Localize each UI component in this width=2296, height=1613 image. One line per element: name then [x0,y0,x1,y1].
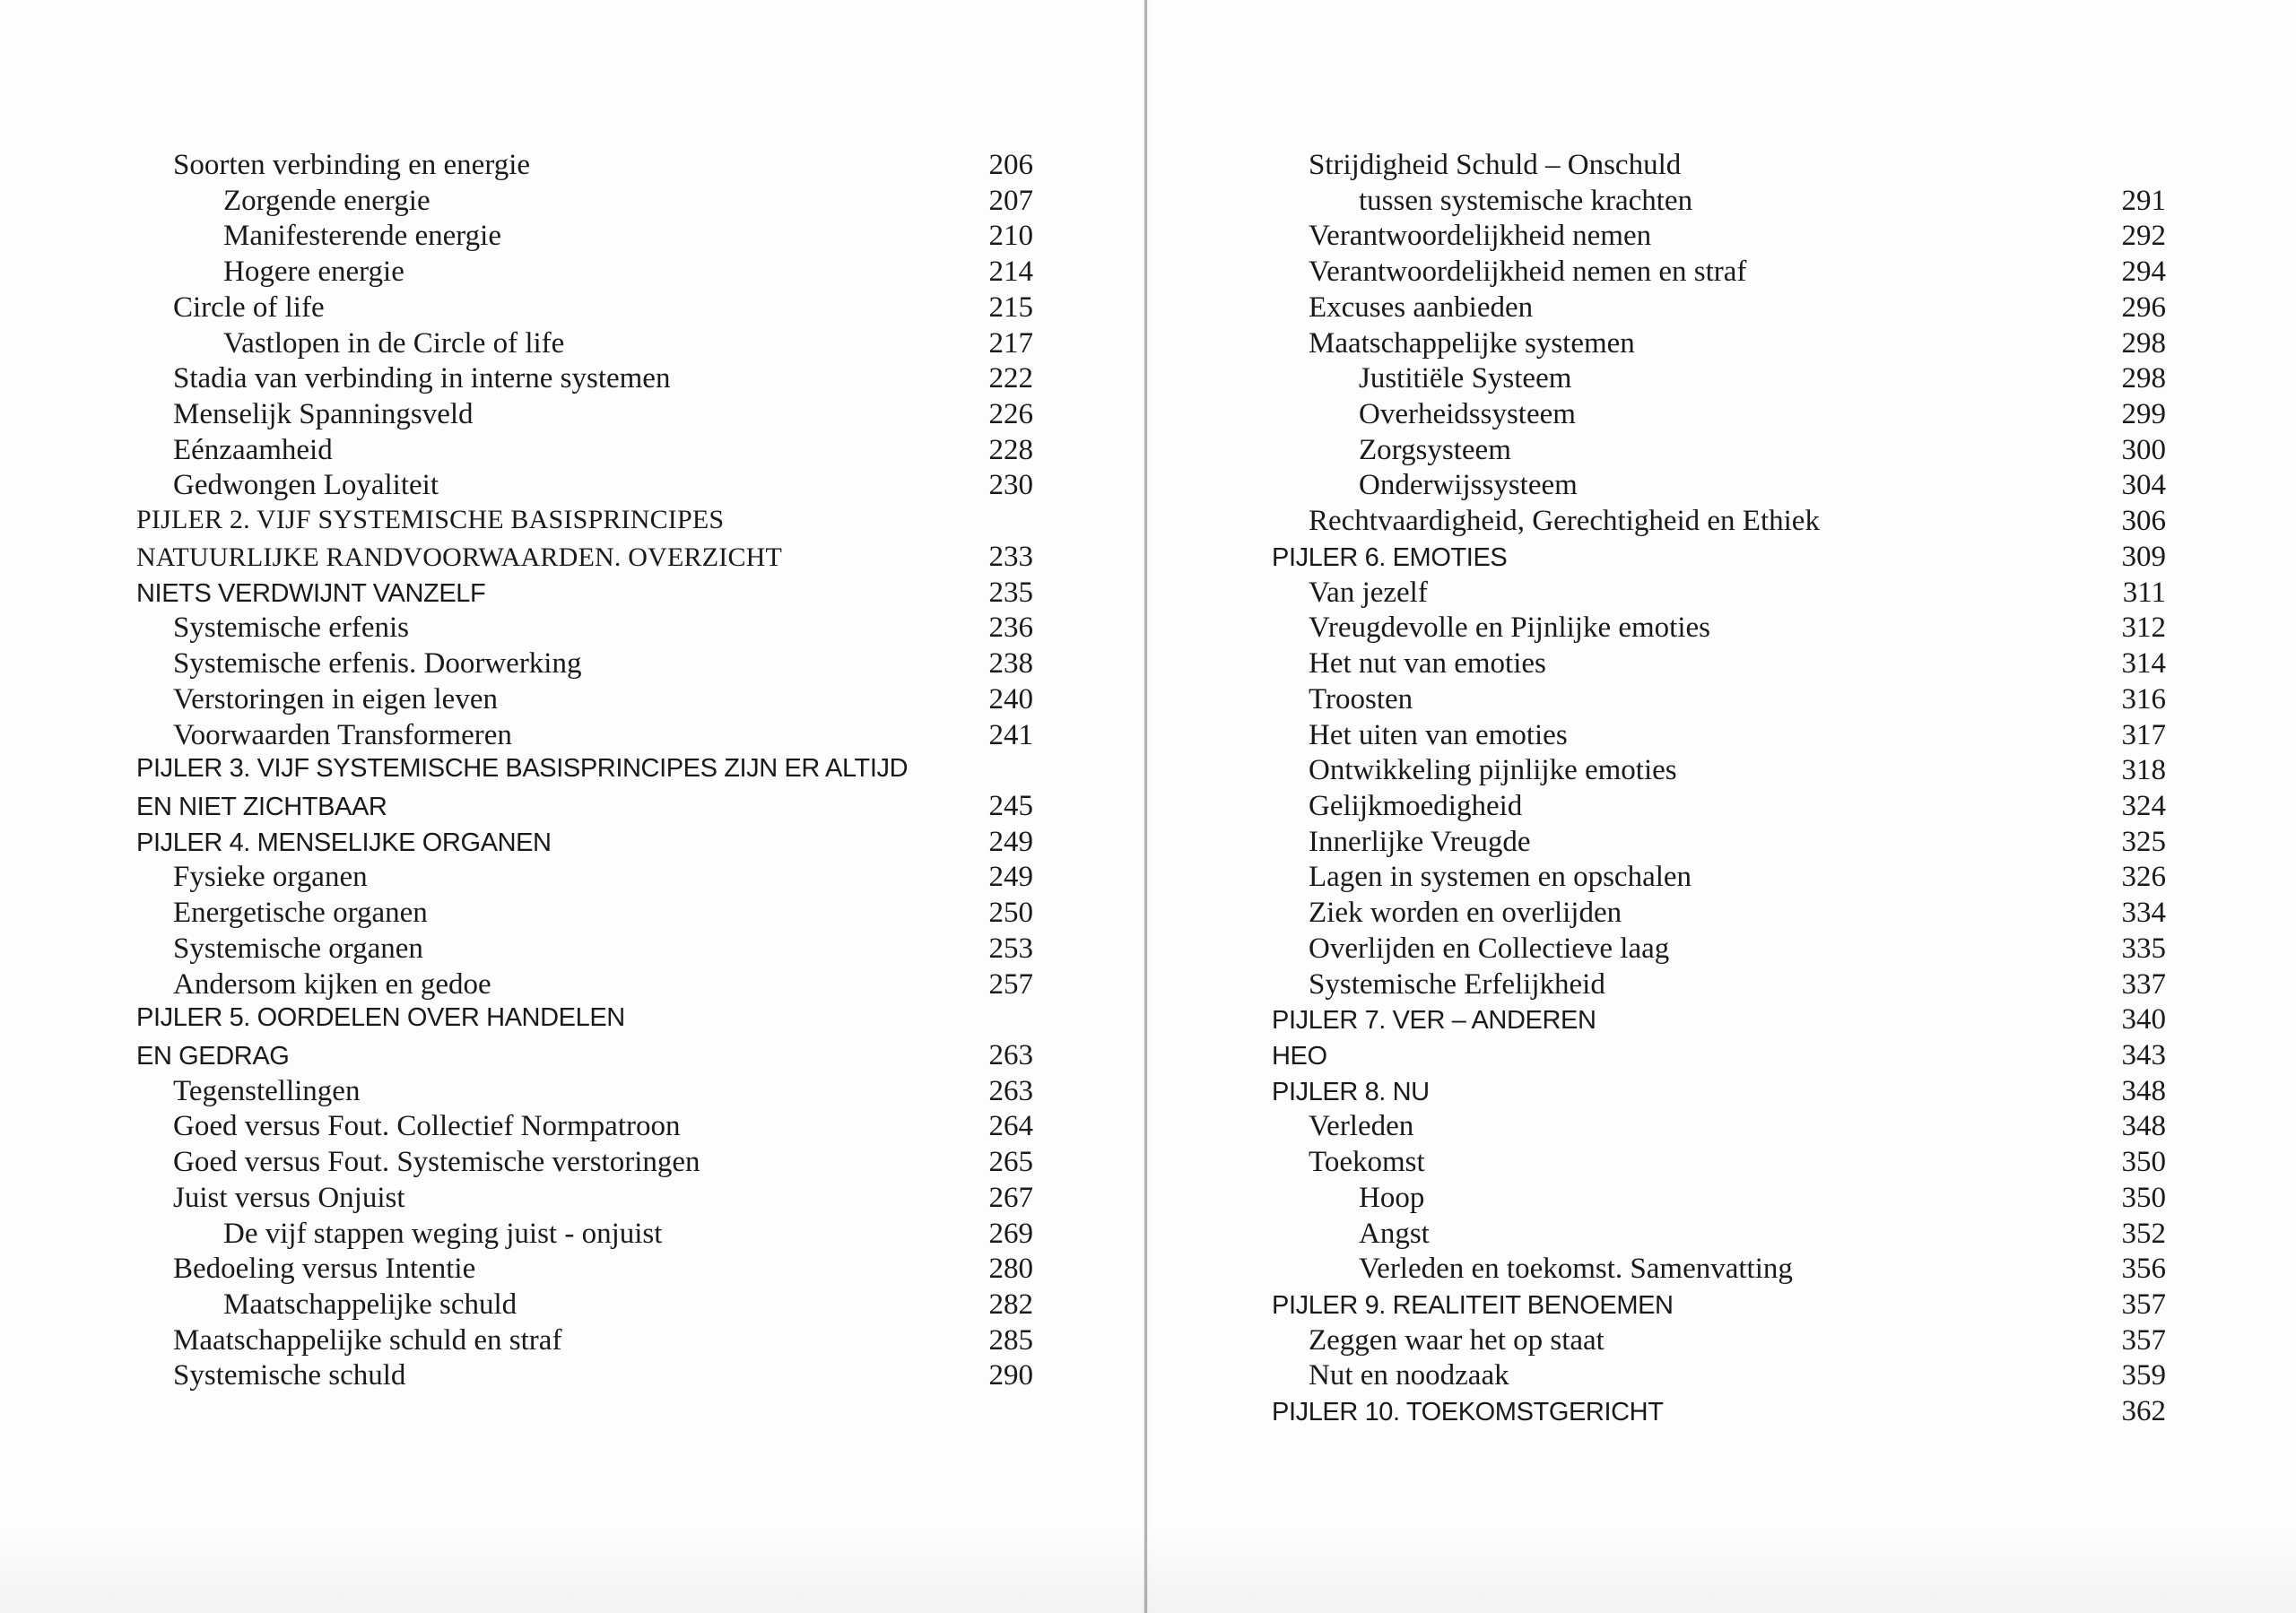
toc-entry-page-number: 267 [988,1181,1033,1214]
toc-row [136,826,1033,862]
toc-entry-page-number: 269 [988,1217,1033,1250]
toc-entry-label: PIJLER 5. OORDELEN OVER HANDELEN [136,1003,625,1033]
toc-entry-page-number: 285 [988,1323,1033,1357]
toc-entry-label: NIETS VERDWIJNT VANZELF [136,578,486,608]
toc-entry-label: PIJLER 3. VIJF SYSTEMISCHE BASISPRINCIPES ZIJN ER ALTIJD [136,754,909,784]
toc-row [1272,1395,2166,1431]
toc-row [1272,719,2166,755]
toc-entry-page-number: 350 [2121,1181,2166,1214]
toc-left-page [136,149,1033,1395]
toc-entry-page-number: 356 [2121,1253,2166,1286]
toc-row [136,291,1033,327]
toc-entry-page-number: 210 [988,220,1033,253]
toc-entry-page-number: 296 [2121,291,2166,324]
toc-entry-page-number: 265 [988,1146,1033,1179]
toc-entry-page-number: 235 [988,576,1033,609]
toc-row [1272,932,2166,968]
toc-row [1272,1039,2166,1075]
toc-entry-label: Menselijk Spanningsveld [173,398,474,431]
toc-row [1272,185,2166,221]
toc-entry-label: Toekomst [1309,1146,1425,1179]
toc-entry-label: Strijdigheid Schuld – Onschuld [1309,149,1682,181]
toc-row [1272,577,2166,612]
toc-entry-page-number: 334 [2121,897,2166,930]
toc-entry-page-number: 359 [2121,1359,2166,1392]
toc-entry-page-number: 264 [988,1110,1033,1143]
toc-entry-label: Verstoringen in eigen leven [173,682,498,715]
toc-entry-page-number: 337 [2121,967,2166,1001]
toc-entry-label: Systemische schuld [173,1359,406,1392]
toc-row [136,647,1033,683]
toc-entry-page-number: 348 [2121,1074,2166,1107]
toc-entry-page-number: 324 [2121,789,2166,822]
toc-entry-label: Systemische erfenis [173,611,410,645]
toc-entry-page-number: 217 [988,326,1033,360]
toc-row [136,1359,1033,1395]
toc-entry-page-number: 292 [2121,220,2166,253]
toc-entry-page-number: 335 [2121,932,2166,965]
toc-entry-page-number: 206 [988,149,1033,181]
toc-entry-label: EN NIET ZICHTBAAR [136,792,387,821]
toc-row [136,1039,1033,1075]
toc-row [1272,647,2166,683]
toc-entry-label: Vreugdevolle en Pijnlijke emoties [1309,611,1710,645]
toc-row [1272,541,2166,577]
toc-entry-label: Nut en noodzaak [1309,1359,1509,1392]
toc-entry-page-number: 250 [988,897,1033,930]
toc-row [136,1003,1033,1039]
toc-entry-label: Juist versus Onjuist [173,1181,405,1214]
toc-row [136,327,1033,363]
toc-row [136,220,1033,256]
toc-entry-page-number: 318 [2121,754,2166,787]
toc-entry-page-number: 306 [2121,505,2166,538]
toc-row [136,1075,1033,1111]
toc-entry-label: Lagen in systemen en opschalen [1309,861,1692,894]
toc-entry-page-number: 228 [988,433,1033,466]
toc-row [1272,1359,2166,1395]
toc-entry-page-number: 280 [988,1253,1033,1286]
toc-row [1272,897,2166,932]
toc-row [1272,1003,2166,1039]
toc-row [1272,291,2166,327]
page-bottom-shadow [0,1528,2296,1613]
toc-entry-label: Overheidssysteem [1359,398,1576,431]
toc-entry-page-number: 304 [2121,469,2166,502]
toc-entry-page-number: 311 [2122,576,2166,609]
toc-entry-label: Andersom kijken en gedoe [173,967,491,1001]
toc-row [1272,1324,2166,1360]
toc-entry-label: Vastlopen in de Circle of life [223,326,565,360]
toc-entry-label: Eénzaamheid [173,433,333,466]
toc-entry-label: PIJLER 9. REALITEIT BENOEMEN [1272,1291,1674,1320]
toc-row [1272,327,2166,363]
toc-row [1272,469,2166,505]
toc-row [1272,1146,2166,1182]
toc-entry-label: Maatschappelijke schuld [223,1288,517,1321]
toc-entry-label: PIJLER 8. NU [1272,1077,1430,1106]
toc-entry-label: Hoop [1359,1181,1425,1214]
toc-row [1272,1075,2166,1111]
toc-entry-page-number: 291 [2121,184,2166,217]
toc-row [1272,149,2166,185]
page-spine-divider [1144,0,1147,1613]
toc-entry-label: EN GEDRAG [136,1041,290,1071]
toc-entry-page-number: 300 [2121,433,2166,466]
toc-row [136,1288,1033,1324]
toc-entry-label: PIJLER 7. VER – ANDEREN [1272,1006,1596,1036]
toc-entry-page-number: 352 [2121,1217,2166,1250]
toc-entry-label: De vijf stappen weging juist - onjuist [223,1217,663,1250]
toc-entry-page-number: 299 [2121,398,2166,431]
toc-entry-label: Ziek worden en overlijden [1309,897,1622,930]
toc-entry-label: Rechtvaardigheid, Gerechtigheid en Ethiek [1309,505,1820,538]
toc-row [136,541,1033,577]
toc-row [136,968,1033,1004]
toc-entry-label: Zorgende energie [223,184,430,217]
toc-row [1272,1182,2166,1218]
toc-entry-label: Innerlijke Vreugde [1309,825,1531,858]
toc-row [1272,683,2166,719]
toc-entry-page-number: 282 [988,1288,1033,1321]
toc-row [1272,754,2166,790]
toc-entry-page-number: 357 [2121,1323,2166,1357]
toc-entry-page-number: 326 [2121,861,2166,894]
toc-row [1272,861,2166,897]
toc-entry-label: Justitiële Systeem [1359,362,1572,395]
toc-row [136,434,1033,470]
toc-row [1272,505,2166,541]
toc-row [136,611,1033,647]
toc-row [1272,790,2166,826]
toc-entry-page-number: 350 [2121,1146,2166,1179]
toc-entry-label: Hogere energie [223,256,404,289]
toc-entry-label: Verleden en toekomst. Samenvatting [1359,1253,1793,1286]
toc-row [136,1324,1033,1360]
toc-entry-page-number: 263 [988,1074,1033,1107]
toc-entry-label: Energetische organen [173,897,428,930]
toc-entry-page-number: 314 [2121,647,2166,681]
toc-entry-label: PIJLER 4. MENSELIJKE ORGANEN [136,828,552,857]
toc-row [136,790,1033,826]
toc-entry-label: Maatschappelijke systemen [1309,326,1635,360]
toc-entry-label: Onderwijssysteem [1359,469,1578,502]
toc-row [136,149,1033,185]
toc-entry-page-number: 317 [2121,718,2166,751]
toc-right-page [1272,149,2166,1431]
toc-entry-page-number: 343 [2121,1038,2166,1071]
toc-entry-label: Manifesterende energie [223,220,501,253]
toc-row [1272,220,2166,256]
toc-entry-page-number: 230 [988,469,1033,502]
toc-entry-label: Goed versus Fout. Collectief Normpatroon [173,1110,681,1143]
toc-entry-label: Overlijden en Collectieve laag [1309,932,1670,965]
toc-entry-label: Soorten verbinding en energie [173,149,531,181]
toc-entry-label: Verantwoordelijkheid nemen [1309,220,1652,253]
toc-entry-page-number: 290 [988,1359,1033,1392]
toc-entry-label: Het nut van emoties [1309,647,1546,681]
toc-entry-label: Ontwikkeling pijnlijke emoties [1309,754,1677,787]
toc-row [136,577,1033,612]
toc-entry-page-number: 249 [988,825,1033,858]
toc-row [136,1218,1033,1253]
toc-row [1272,1288,2166,1324]
toc-entry-page-number: 233 [988,540,1033,573]
toc-entry-label: Systemische Erfelijkheid [1309,967,1605,1001]
toc-row [136,398,1033,434]
toc-entry-page-number: 340 [2121,1003,2166,1036]
toc-entry-page-number: 294 [2121,256,2166,289]
toc-row [136,897,1033,932]
toc-entry-page-number: 298 [2121,362,2166,395]
toc-entry-label: NATUURLIJKE RANDVOORWAARDEN. OVERZICHT [136,542,783,572]
toc-row [1272,968,2166,1004]
toc-entry-label: Tegenstellingen [173,1074,361,1107]
toc-entry-label: Bedoeling versus Intentie [173,1253,476,1286]
toc-entry-label: Troosten [1309,682,1413,715]
toc-row [1272,434,2166,470]
toc-entry-page-number: 309 [2121,540,2166,573]
toc-entry-page-number: 207 [988,184,1033,217]
toc-entry-page-number: 298 [2121,326,2166,360]
toc-entry-page-number: 316 [2121,682,2166,715]
toc-entry-label: Gelijkmoedigheid [1309,789,1523,822]
toc-entry-label: Goed versus Fout. Systemische verstoringen [173,1146,700,1179]
toc-entry-label: PIJLER 6. EMOTIES [1272,542,1508,572]
toc-row [1272,1110,2166,1146]
toc-entry-page-number: 357 [2121,1288,2166,1321]
toc-entry-page-number: 249 [988,861,1033,894]
toc-entry-label: Van jezelf [1309,576,1428,609]
toc-row [1272,1253,2166,1288]
toc-entry-label: Excuses aanbieden [1309,291,1534,324]
toc-entry-label: Fysieke organen [173,861,368,894]
toc-entry-label: Maatschappelijke schuld en straf [173,1323,562,1357]
toc-row [136,1182,1033,1218]
toc-row [136,469,1033,505]
toc-entry-page-number: 312 [2121,611,2166,645]
toc-entry-label: Stadia van verbinding in interne systemen [173,362,671,395]
toc-entry-label: Zeggen waar het op staat [1309,1323,1605,1357]
toc-entry-label: HEO [1272,1041,1327,1071]
toc-row [136,932,1033,968]
toc-entry-label: PIJLER 10. TOEKOMSTGERICHT [1272,1398,1664,1427]
toc-entry-label: Gedwongen Loyaliteit [173,469,439,502]
toc-entry-page-number: 263 [988,1038,1033,1071]
toc-row [136,683,1033,719]
toc-entry-label: Systemische organen [173,932,423,965]
toc-entry-page-number: 226 [988,398,1033,431]
toc-entry-label: Verleden [1309,1110,1414,1143]
toc-entry-label: Voorwaarden Transformeren [173,718,512,751]
toc-row [136,719,1033,755]
toc-row [136,861,1033,897]
toc-entry-label: Angst [1359,1217,1430,1250]
toc-row [1272,362,2166,398]
toc-entry-label: tussen systemische krachten [1359,184,1693,217]
toc-row [136,1146,1033,1182]
toc-row [1272,398,2166,434]
toc-row [1272,611,2166,647]
toc-entry-page-number: 253 [988,932,1033,965]
toc-entry-page-number: 236 [988,611,1033,645]
toc-entry-page-number: 325 [2121,825,2166,858]
toc-entry-page-number: 238 [988,647,1033,681]
toc-row [1272,826,2166,862]
toc-entry-page-number: 362 [2121,1395,2166,1428]
toc-row [136,256,1033,291]
toc-entry-label: Verantwoordelijkheid nemen en straf [1309,256,1747,289]
toc-entry-page-number: 215 [988,291,1033,324]
toc-row [1272,256,2166,291]
toc-entry-page-number: 245 [988,789,1033,822]
toc-entry-label: Systemische erfenis. Doorwerking [173,647,582,681]
toc-row [136,185,1033,221]
toc-row [136,505,1033,541]
toc-entry-page-number: 214 [988,256,1033,289]
toc-row [136,754,1033,790]
toc-entry-page-number: 257 [988,967,1033,1001]
toc-entry-page-number: 241 [988,718,1033,751]
toc-entry-label: Zorgsysteem [1359,433,1511,466]
toc-entry-page-number: 222 [988,362,1033,395]
toc-row [136,362,1033,398]
toc-entry-label: Circle of life [173,291,325,324]
toc-entry-label: Het uiten van emoties [1309,718,1568,751]
toc-entry-page-number: 240 [988,682,1033,715]
toc-row [136,1110,1033,1146]
toc-entry-page-number: 348 [2121,1110,2166,1143]
toc-entry-label: PIJLER 2. VIJF SYSTEMISCHE BASISPRINCIPES [136,505,725,535]
toc-row [136,1253,1033,1288]
toc-row [1272,1218,2166,1253]
